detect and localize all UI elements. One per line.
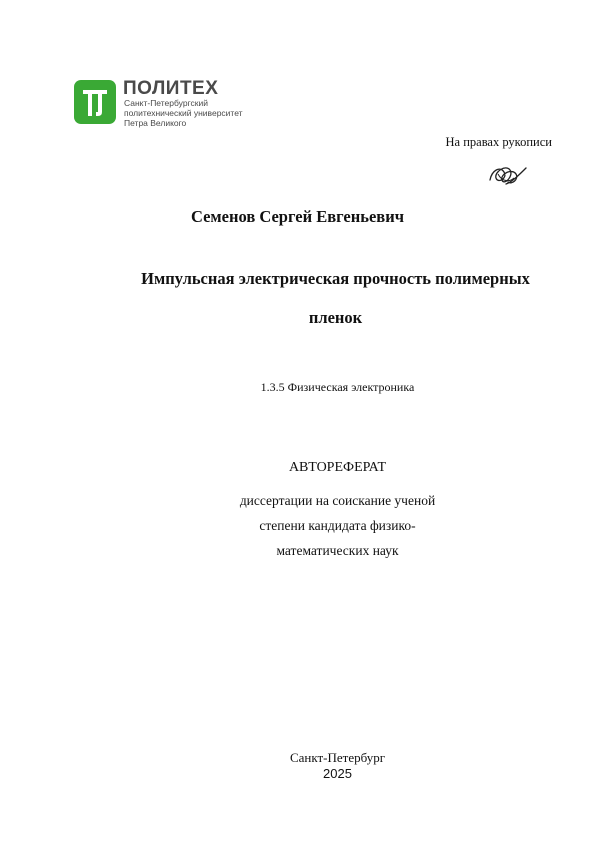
document-type: АВТОРЕФЕРАТ: [288, 460, 387, 475]
footer-city: Санкт-Петербург: [289, 750, 386, 765]
logo-subtitle-line3: Петра Великого: [124, 118, 187, 128]
manuscript-note: На правах рукописи: [445, 135, 552, 149]
logo-subtitle-line2: политехнический университет: [124, 108, 243, 118]
university-logo: [74, 80, 274, 128]
footer-year: 2025: [323, 766, 352, 781]
title-line1: Импульсная электрическая прочность полимерных: [141, 269, 530, 288]
specialty: 1.3.5 Физическая электроника: [260, 380, 415, 394]
author-name: Семенов Сергей Евгеньевич: [190, 207, 405, 226]
signature-icon: [486, 160, 528, 192]
politech-logo-icon: [74, 80, 116, 124]
title-line2: пленок: [308, 308, 363, 327]
dissertation-line2: степени кандидата физико-: [259, 518, 416, 533]
dissertation-line3: математических наук: [276, 543, 399, 558]
logo-name: ПОЛИТЕХ: [123, 78, 219, 99]
dissertation-line1: диссертации на соискание ученой: [239, 493, 436, 508]
logo-subtitle-line1: Санкт-Петербургский: [124, 98, 208, 108]
